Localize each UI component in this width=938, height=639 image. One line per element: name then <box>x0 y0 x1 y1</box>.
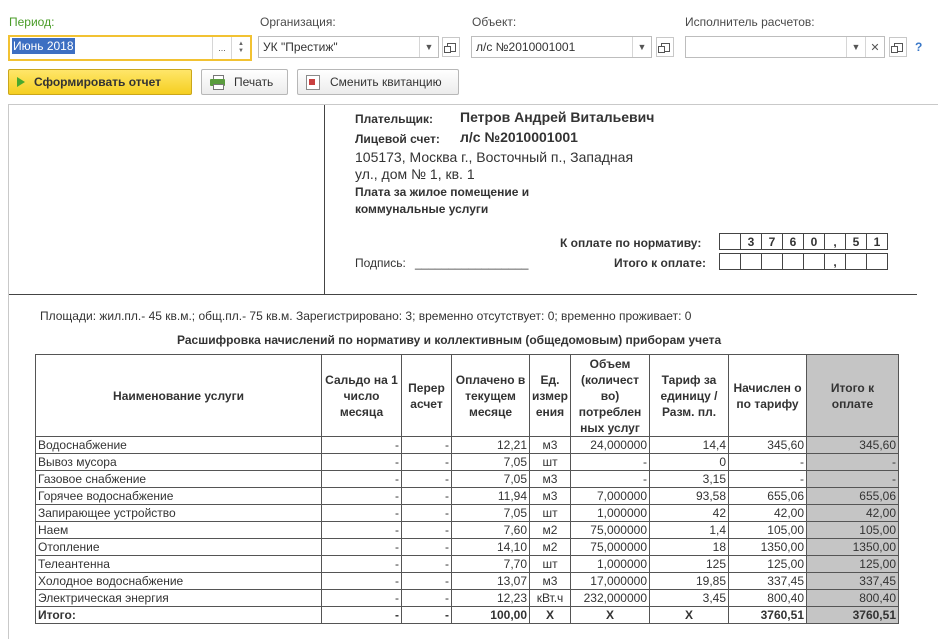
table-cell: 14,10 <box>452 539 530 556</box>
table-cell: Электрическая энергия <box>36 590 322 607</box>
table-cell: 3760,51 <box>807 607 899 624</box>
table-row <box>36 488 899 505</box>
digit-cell <box>867 254 888 270</box>
table-row <box>36 573 899 590</box>
table-cell: 655,06 <box>729 488 807 505</box>
executor-dropdown-icon[interactable]: ▼ <box>846 37 865 57</box>
column-header: Ед. измер ения <box>530 355 571 437</box>
org-open-icon[interactable] <box>442 37 460 57</box>
table-cell: 13,07 <box>452 573 530 590</box>
table-cell: - <box>402 590 452 607</box>
table-cell: 12,21 <box>452 437 530 454</box>
table-cell: - <box>402 454 452 471</box>
table-cell: Газовое снабжение <box>36 471 322 488</box>
table-row <box>36 522 899 539</box>
table-total-row <box>36 607 899 624</box>
table-cell: 3760,51 <box>729 607 807 624</box>
table-cell: шт <box>530 505 571 522</box>
org-label: Организация: <box>260 15 336 29</box>
address-line-2: ул., дом № 1, кв. 1 <box>355 166 475 182</box>
total-to-pay-digits <box>719 253 888 270</box>
table-cell: Отопление <box>36 539 322 556</box>
print-button[interactable] <box>201 69 288 95</box>
digit-cell <box>762 254 783 270</box>
help-icon[interactable]: ? <box>915 40 923 54</box>
table-cell: 1,4 <box>650 522 729 539</box>
digit-cell <box>783 254 804 270</box>
address-line-1: 105173, Москва г., Восточный п., Западная <box>355 149 634 165</box>
table-cell: м3 <box>530 488 571 505</box>
table-cell: м3 <box>530 573 571 590</box>
areas-info: Площади: жил.пл.- 45 кв.м.; общ.пл.- 75 кв.м. Зарегистрировано: 3; временно отсутствует: 0; временно проживает: 0 <box>40 309 692 323</box>
object-dropdown-icon[interactable]: ▼ <box>632 37 651 57</box>
executor-clear-icon[interactable]: ✕ <box>865 37 884 57</box>
table-cell: 75,000000 <box>571 539 650 556</box>
table-cell: - <box>322 556 402 573</box>
digit-cell <box>846 254 867 270</box>
table-row <box>36 590 899 607</box>
table-cell: 42,00 <box>807 505 899 522</box>
table-cell: Горячее водоснабжение <box>36 488 322 505</box>
table-cell: 125,00 <box>807 556 899 573</box>
play-icon <box>17 77 25 87</box>
table-cell: - <box>402 573 452 590</box>
executor-label: Исполнитель расчетов: <box>685 15 815 29</box>
column-header: Начислен о по тарифу <box>729 355 807 437</box>
printer-icon <box>210 75 226 89</box>
account-label: Лицевой счет: <box>355 132 440 146</box>
object-input[interactable]: л/с №2010001001 <box>476 40 576 54</box>
table-cell: - <box>807 471 899 488</box>
table-cell: - <box>322 471 402 488</box>
table-cell: 337,45 <box>807 573 899 590</box>
table-cell: 3,15 <box>650 471 729 488</box>
digit-cell: 3 <box>741 234 762 250</box>
table-cell: - <box>402 539 452 556</box>
report-document[interactable] <box>8 104 938 639</box>
table-cell: 100,00 <box>452 607 530 624</box>
object-open-icon[interactable] <box>656 37 674 57</box>
table-cell: 800,40 <box>807 590 899 607</box>
table-cell: Водоснабжение <box>36 437 322 454</box>
table-cell: 1,000000 <box>571 556 650 573</box>
table-cell: 7,05 <box>452 471 530 488</box>
table-cell: 345,60 <box>729 437 807 454</box>
column-header: Наименование услуги <box>36 355 322 437</box>
table-cell: 0 <box>650 454 729 471</box>
table-cell: Телеантенна <box>36 556 322 573</box>
digit-cell <box>720 254 741 270</box>
table-cell: 1,000000 <box>571 505 650 522</box>
digit-cell: , <box>825 254 846 270</box>
column-header: Перер асчет <box>402 355 452 437</box>
generate-report-label: Сформировать отчет <box>34 75 162 89</box>
table-cell: м2 <box>530 539 571 556</box>
table-cell: Итого: <box>36 607 322 624</box>
executor-field[interactable] <box>685 36 885 58</box>
change-receipt-button[interactable] <box>297 69 459 95</box>
generate-report-button[interactable] <box>8 69 192 95</box>
table-cell: - <box>402 488 452 505</box>
table-cell: 19,85 <box>650 573 729 590</box>
table-cell: 345,60 <box>807 437 899 454</box>
column-header: Оплачено в текущем месяце <box>452 355 530 437</box>
receipt-divider-horizontal <box>9 294 917 295</box>
table-cell: 1350,00 <box>807 539 899 556</box>
executor-open-icon[interactable] <box>889 37 907 57</box>
table-cell: 7,05 <box>452 505 530 522</box>
table-row <box>36 437 899 454</box>
to-pay-digits <box>719 233 888 250</box>
table-cell: - <box>402 556 452 573</box>
table-cell: - <box>729 454 807 471</box>
charges-table <box>35 354 899 624</box>
period-label: Период: <box>9 15 55 29</box>
table-cell: 125 <box>650 556 729 573</box>
period-input[interactable]: Июнь 2018 <box>13 39 74 53</box>
table-cell: 12,23 <box>452 590 530 607</box>
period-select-button[interactable]: ... <box>212 37 231 59</box>
payer-name: Петров Андрей Витальевич <box>460 109 655 125</box>
table-cell: - <box>322 488 402 505</box>
table-cell: 105,00 <box>729 522 807 539</box>
digit-cell <box>741 254 762 270</box>
table-cell: 7,000000 <box>571 488 650 505</box>
table-cell: 24,000000 <box>571 437 650 454</box>
table-title: Расшифровка начислений по нормативу и коллективным (общедомовым) приборам учета <box>177 333 722 347</box>
table-cell: шт <box>530 556 571 573</box>
table-cell: 232,000000 <box>571 590 650 607</box>
table-cell: 42 <box>650 505 729 522</box>
column-header: Тариф за единицу / Разм. пл. <box>650 355 729 437</box>
org-input[interactable]: УК "Престиж" <box>263 40 338 54</box>
table-cell: - <box>322 539 402 556</box>
table-cell: X <box>571 607 650 624</box>
table-cell: - <box>571 471 650 488</box>
digit-cell: 1 <box>867 234 888 250</box>
table-cell: кВт.ч <box>530 590 571 607</box>
table-cell: 75,000000 <box>571 522 650 539</box>
spin-down-icon[interactable]: ▼ <box>238 48 244 54</box>
table-cell: 7,70 <box>452 556 530 573</box>
table-cell: 800,40 <box>729 590 807 607</box>
table-cell: - <box>322 522 402 539</box>
table-cell: м3 <box>530 437 571 454</box>
table-cell: - <box>322 454 402 471</box>
table-cell: 655,06 <box>807 488 899 505</box>
period-spinner[interactable] <box>231 37 250 59</box>
digit-cell: , <box>825 234 846 250</box>
table-cell: 7,60 <box>452 522 530 539</box>
table-cell: Запирающее устройство <box>36 505 322 522</box>
change-receipt-label: Сменить квитанцию <box>330 75 442 89</box>
table-row <box>36 471 899 488</box>
period-field[interactable] <box>8 35 252 61</box>
org-field[interactable] <box>258 36 439 58</box>
table-cell: - <box>322 607 402 624</box>
receipt-icon <box>306 75 320 90</box>
table-cell: 337,45 <box>729 573 807 590</box>
table-header-row <box>36 355 899 437</box>
purpose-line-1: Плата за жилое помещение и <box>355 185 530 199</box>
payer-label: Плательщик: <box>355 112 433 126</box>
spin-up-icon[interactable]: ▲ <box>238 41 244 47</box>
table-cell: - <box>729 471 807 488</box>
table-cell: - <box>322 505 402 522</box>
table-cell: 105,00 <box>807 522 899 539</box>
table-cell: 1350,00 <box>729 539 807 556</box>
table-cell: шт <box>530 454 571 471</box>
digit-cell: 0 <box>804 234 825 250</box>
digit-cell: 7 <box>762 234 783 250</box>
table-cell: - <box>402 607 452 624</box>
table-cell: 11,94 <box>452 488 530 505</box>
table-cell: - <box>402 437 452 454</box>
table-cell: 14,4 <box>650 437 729 454</box>
table-row <box>36 556 899 573</box>
table-cell: - <box>322 437 402 454</box>
object-label: Объект: <box>472 15 517 29</box>
table-cell: 3,45 <box>650 590 729 607</box>
table-cell: Наем <box>36 522 322 539</box>
table-cell: 42,00 <box>729 505 807 522</box>
table-cell: - <box>322 590 402 607</box>
table-cell: Вывоз мусора <box>36 454 322 471</box>
object-field[interactable] <box>471 36 652 58</box>
table-cell: - <box>402 471 452 488</box>
total-to-pay-label: Итого к оплате: <box>614 256 706 270</box>
table-cell: X <box>530 607 571 624</box>
signature-line: _________________ <box>415 256 529 270</box>
signature-label: Подпись: <box>355 256 406 270</box>
table-cell: 93,58 <box>650 488 729 505</box>
table-row <box>36 539 899 556</box>
table-cell: Холодное водоснабжение <box>36 573 322 590</box>
digit-cell <box>720 234 741 250</box>
table-cell: - <box>571 454 650 471</box>
table-cell: 17,000000 <box>571 573 650 590</box>
digit-cell: 6 <box>783 234 804 250</box>
to-pay-label: К оплате по нормативу: <box>560 236 702 250</box>
table-cell: м2 <box>530 522 571 539</box>
org-dropdown-icon[interactable]: ▼ <box>419 37 438 57</box>
table-row <box>36 454 899 471</box>
table-cell: X <box>650 607 729 624</box>
executor-input[interactable] <box>686 37 846 57</box>
table-cell: - <box>807 454 899 471</box>
table-cell: 18 <box>650 539 729 556</box>
table-cell: 125,00 <box>729 556 807 573</box>
column-header: Сальдо на 1 число месяца <box>322 355 402 437</box>
table-cell: 7,05 <box>452 454 530 471</box>
table-row <box>36 505 899 522</box>
purpose-line-2: коммунальные услуги <box>355 202 489 216</box>
table-cell: м3 <box>530 471 571 488</box>
table-cell: - <box>402 505 452 522</box>
digit-cell: 5 <box>846 234 867 250</box>
column-header: Объем (количест во) потреблен ных услуг <box>571 355 650 437</box>
receipt-divider-vertical <box>324 105 325 294</box>
account-number: л/с №2010001001 <box>460 129 578 145</box>
digit-cell <box>804 254 825 270</box>
table-cell: - <box>402 522 452 539</box>
table-cell: - <box>322 573 402 590</box>
column-header: Итого к оплате <box>807 355 899 437</box>
print-label: Печать <box>234 75 274 89</box>
